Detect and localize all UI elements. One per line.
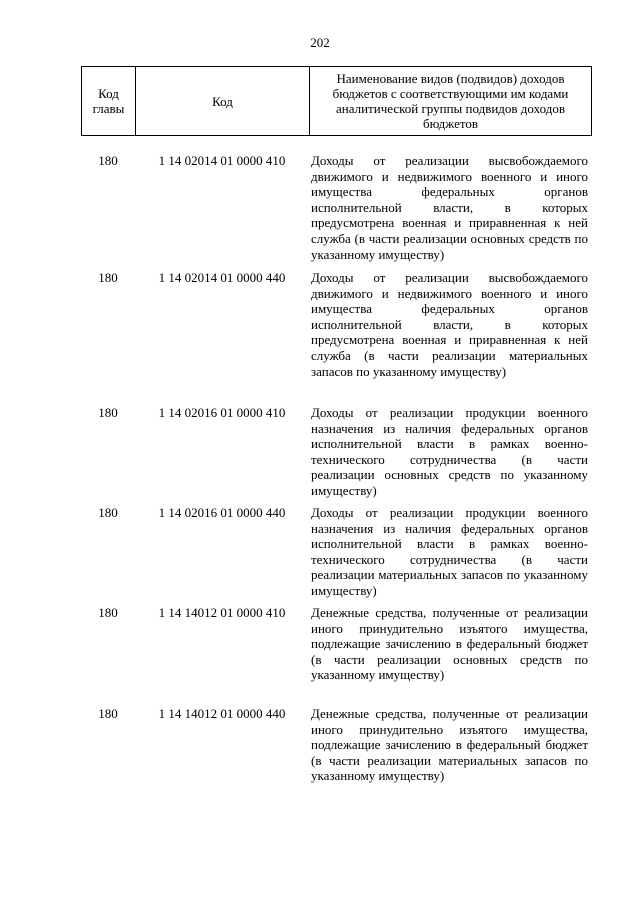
chapter-code-cell: 180	[98, 153, 118, 168]
budget-code-cell: 1 14 14012 01 0000 440	[158, 706, 286, 721]
description-cell: Доходы от реализации продукции военного назначения из наличия федеральных органов исполнительной власти в рамках военно-технического сотрудничества (в части реализации материальных запасов по указанному имуществу)	[311, 505, 588, 598]
chapter-code-cell: 180	[98, 405, 118, 420]
budget-code-cell: 1 14 02014 01 0000 410	[158, 153, 286, 168]
description-cell: Доходы от реализации высвобождаемого движимого и недвижимого военного и иного имущества федеральных органов исполнительной власти, в которых предусмотрена военная и приравненная к ней служба (в части реализации материальных запасов по указанному имуществу)	[311, 270, 588, 379]
header-revenue-name: Наименование видов (подвидов) доходов бюджетов с соответствующими им кодами аналитической группы подвидов доходов бюджетов	[332, 71, 569, 131]
description-cell: Денежные средства, полученные от реализации иного принудительно изъятого имущества, подлежащие зачислению в федеральный бюджет (в части реализации материальных запасов по указанному имуществу)	[311, 706, 588, 784]
header-code: Код	[136, 67, 310, 135]
description-cell: Доходы от реализации высвобождаемого движимого и недвижимого военного и иного имущества федеральных органов исполнительной власти, в которых предусмотрена военная и приравненная к ней служба (в части реализации основных средств по указанному имуществу)	[311, 153, 588, 262]
table-header	[81, 66, 592, 136]
page-number: 202	[310, 35, 330, 50]
table-row	[81, 153, 592, 270]
budget-code-cell: 1 14 14012 01 0000 410	[158, 605, 286, 620]
table-row	[81, 706, 592, 807]
budget-code-cell: 1 14 02016 01 0000 410	[158, 405, 286, 420]
table-body	[81, 153, 592, 807]
budget-code-cell: 1 14 02016 01 0000 440	[158, 505, 286, 520]
budget-code-cell: 1 14 02014 01 0000 440	[158, 270, 286, 285]
chapter-code-cell: 180	[98, 605, 118, 620]
chapter-code-cell: 180	[98, 706, 118, 721]
table-row	[81, 505, 592, 605]
table-row	[81, 605, 592, 706]
table-row	[81, 270, 592, 405]
header-chapter-code: Код главы	[82, 67, 136, 135]
description-cell: Денежные средства, полученные от реализации иного принудительно изъятого имущества, подлежащие зачислению в федеральный бюджет (в части реализации основных средств по указанному имуществу)	[311, 605, 588, 683]
chapter-code-cell: 180	[98, 270, 118, 285]
description-cell: Доходы от реализации продукции военного назначения из наличия федеральных органов исполнительной власти в рамках военно-технического сотрудничества (в части реализации основных средств по указанному имуществу)	[311, 405, 588, 498]
chapter-code-cell: 180	[98, 505, 118, 520]
table-row	[81, 405, 592, 505]
